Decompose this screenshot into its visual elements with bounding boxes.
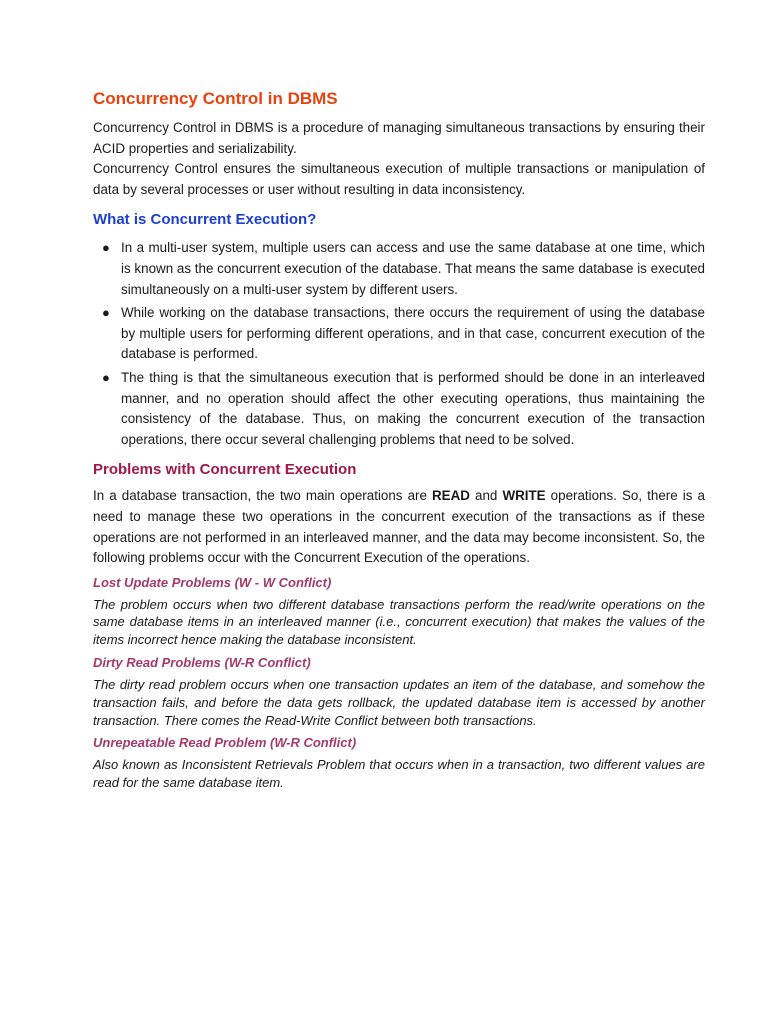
problem-title-lost-update: Lost Update Problems (W - W Conflict) bbox=[93, 574, 332, 590]
read-keyword: READ bbox=[432, 488, 470, 504]
problem-title-unrepeatable-read: Unrepeatable Read Problem (W-R Conflict) bbox=[93, 735, 357, 751]
problem-title-dirty-read: Dirty Read Problems (W-R Conflict) bbox=[93, 655, 311, 671]
bullet-list bbox=[93, 238, 705, 450]
section-heading-concurrent-execution: What is Concurrent Execution? bbox=[93, 211, 317, 229]
bullet-icon: ● bbox=[102, 305, 110, 321]
bullet-icon: ● bbox=[102, 369, 110, 385]
intro-paragraph-1: Concurrency Control in DBMS is a procedure of managing simultaneous transactions by ensuring their ACID properties and serializability. bbox=[93, 120, 705, 156]
problems-text-part2: operations. So, there is a need to manage these two operations in the concurrent execution of the transactions as if these operations are not performed in an interleaved manner, and the data may become inconsistent. So, the following problems occur with the Concurrent Execution of the operations. bbox=[93, 488, 705, 566]
section-heading-problems: Problems with Concurrent Execution bbox=[93, 461, 357, 479]
problems-text-part1: In a database transaction, the two main operations are bbox=[93, 488, 432, 504]
intro-paragraph-2: Concurrency Control ensures the simultaneous execution of multiple transactions or manipulation of data by several processes or user without resulting in data inconsistency. bbox=[93, 161, 705, 197]
list-item bbox=[102, 303, 705, 365]
list-item bbox=[102, 238, 705, 300]
problem-text-dirty-read: The dirty read problem occurs when one transaction updates an item of the database, and somehow the transaction fails, and before the data gets rollback, the updated database item is accessed by another transaction. There comes the Read-Write Conflict between both transactions. bbox=[93, 677, 705, 728]
list-item-text: In a multi-user system, multiple users can access and use the same database at one time, which is known as the concurrent execution of the database. That means the same database is executed simultaneously on a multi-user system by different users. bbox=[121, 240, 705, 297]
page-title: Concurrency Control in DBMS bbox=[93, 89, 338, 108]
list-item-text: The thing is that the simultaneous execution that is performed should be done in an interleaved manner, and no operation should affect the other executing operations, thus maintaining the consistency of the database. Thus, on making the concurrent execution of the transaction operations, there occur several challenging problems that need to be solved. bbox=[121, 369, 705, 447]
list-item-text: While working on the database transactions, there occurs the requirement of using the database by multiple users for performing different operations, and in that case, concurrent execution of the database is performed. bbox=[121, 305, 705, 362]
write-keyword: WRITE bbox=[502, 488, 546, 504]
problems-text-and: and bbox=[469, 488, 503, 504]
problem-text-lost-update: The problem occurs when two different database transactions perform the read/write operations on the same database items in an interleaved manner (i.e., concurrent execution) that makes the values of the items incorrect hence making the database inconsistent. bbox=[93, 596, 705, 648]
problem-text-unrepeatable-read: Also known as Inconsistent Retrievals Problem that occurs when in a transaction, two different values are read for the same database item. bbox=[93, 757, 705, 791]
bullet-icon: ● bbox=[102, 240, 110, 256]
list-item bbox=[102, 368, 705, 450]
problems-paragraph bbox=[93, 486, 705, 568]
